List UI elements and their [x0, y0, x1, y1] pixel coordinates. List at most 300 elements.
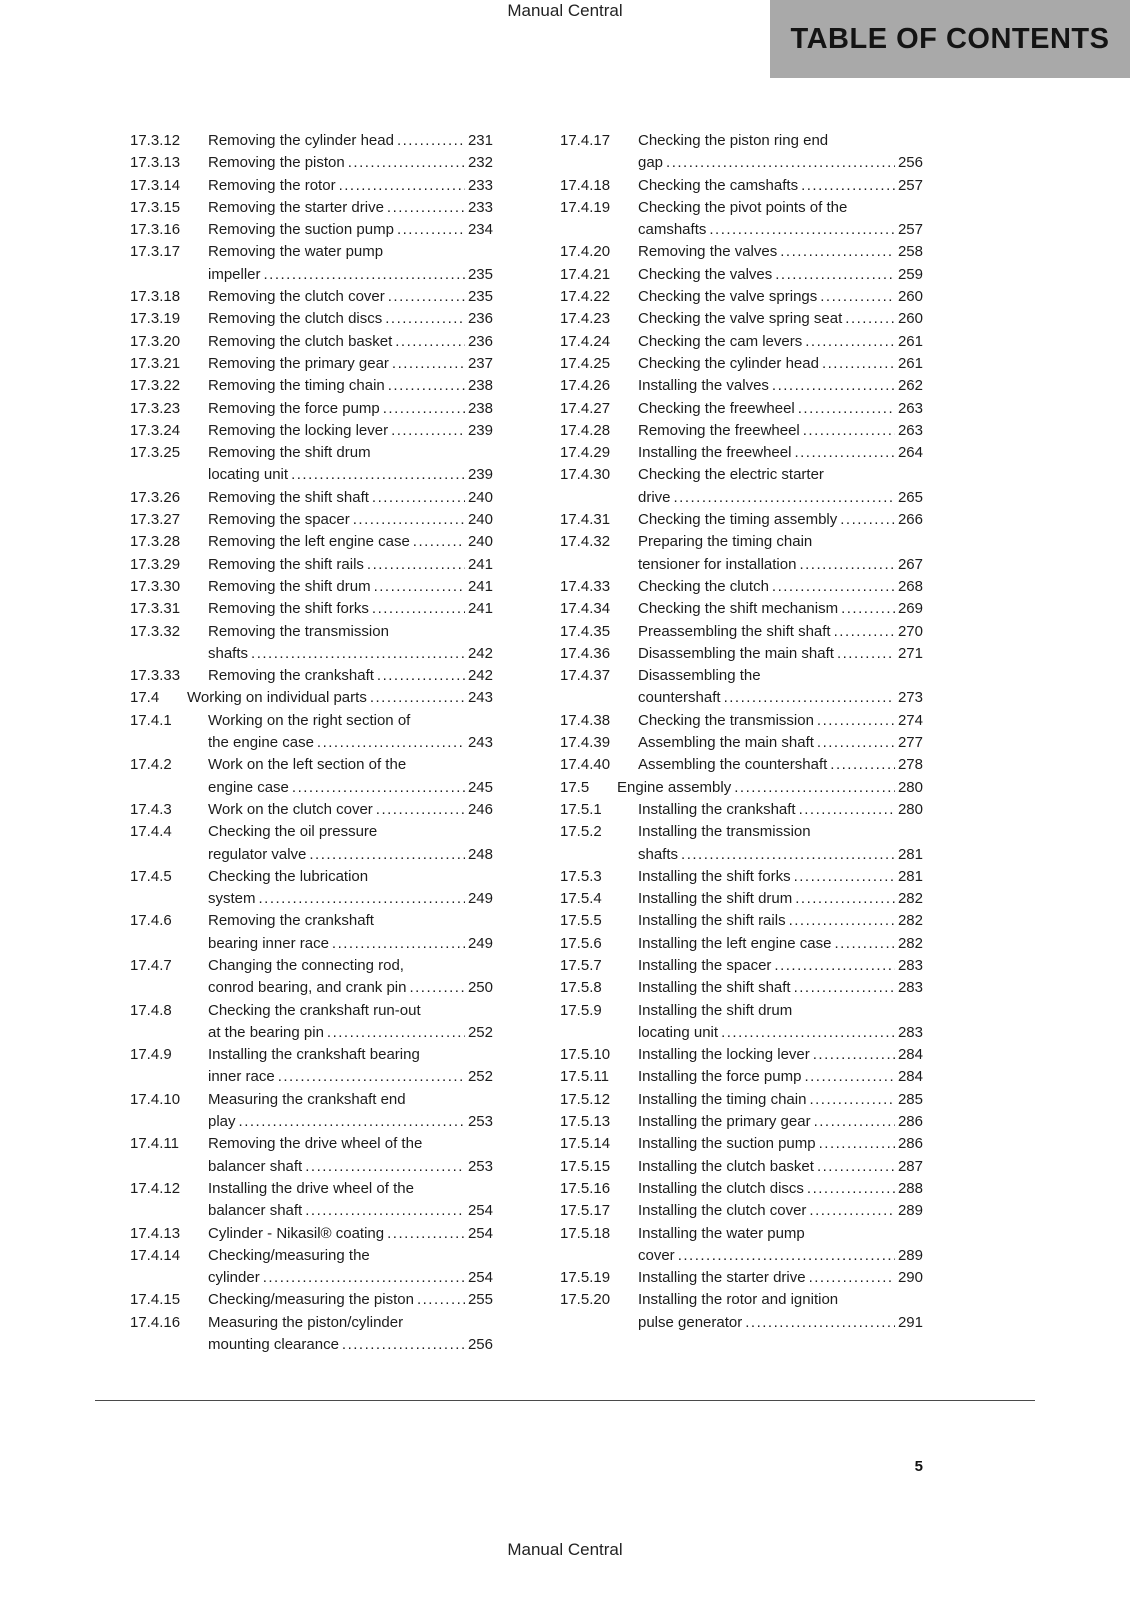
toc-entry-number: 17.5.9: [560, 1001, 602, 1019]
toc-entry-title: Measuring the crankshaft end: [208, 1090, 406, 1108]
dot-leader: [817, 732, 895, 754]
toc-entry-title: balancer shaft: [208, 1157, 303, 1175]
toc-entry-page: 266: [897, 511, 923, 529]
dot-leader: [795, 888, 895, 910]
dot-leader: [822, 353, 895, 375]
toc-entry-page: 255: [467, 1291, 493, 1309]
toc-entry-page: 235: [467, 288, 493, 306]
toc-entry-title: mounting clearance: [208, 1336, 339, 1354]
toc-entry-line: [130, 130, 493, 152]
toc-entry: [130, 1178, 493, 1223]
toc-entry-page: 263: [897, 421, 923, 439]
toc-entry-title: Removing the left engine case: [208, 533, 410, 551]
toc-entry-number: 17.4.23: [560, 310, 611, 328]
dot-leader: [674, 487, 895, 509]
toc-entry-line: [130, 1312, 493, 1334]
toc-entry-page: 256: [467, 1336, 493, 1354]
toc-entry: [560, 264, 923, 286]
toc-entry-number: 17.4.35: [560, 622, 611, 640]
toc-entry-number: 17.3.16: [130, 221, 181, 239]
toc-entry: [560, 754, 923, 776]
toc-entry-page: 277: [897, 734, 923, 752]
toc-entry: [560, 799, 923, 821]
toc-entry-page: 281: [897, 867, 923, 885]
toc-entry-page: 278: [897, 756, 923, 774]
toc-entry-title: Preassembling the shift shaft: [638, 622, 831, 640]
toc-entry-title: locating unit: [638, 1023, 719, 1041]
toc-entry-number: 17.5.4: [560, 890, 602, 908]
dot-leader: [353, 509, 465, 531]
toc-entry-line: [130, 1289, 493, 1311]
toc-entry-page: 282: [897, 934, 923, 952]
toc-entry-number: 17.4.6: [130, 912, 172, 930]
dot-leader: [745, 1312, 895, 1334]
toc-entry-line: [130, 1044, 493, 1066]
footer-site-label: Manual Central: [507, 1540, 623, 1559]
toc-entry: [560, 509, 923, 531]
toc-entry: [560, 197, 923, 242]
toc-entry-number: 17.4.22: [560, 288, 611, 306]
dot-leader: [794, 866, 895, 888]
toc-entry-line: [560, 353, 923, 375]
toc-entry-title: Removing the starter drive: [208, 198, 384, 216]
toc-entry-page: 249: [467, 890, 493, 908]
dot-leader: [409, 977, 465, 999]
toc-entry-page: 252: [467, 1023, 493, 1041]
toc-entry-title: Installing the freewheel: [638, 444, 792, 462]
toc-entry: [560, 1267, 923, 1289]
toc-entry-title: balancer shaft: [208, 1202, 303, 1220]
toc-entry-number: 17.5.14: [560, 1135, 611, 1153]
toc-entry-title: Installing the clutch basket: [638, 1157, 814, 1175]
toc-entry-page: 257: [897, 176, 923, 194]
toc-entry-page: 241: [467, 577, 493, 595]
toc-entry-number: 17.4.19: [560, 198, 611, 216]
toc-entry-title: gap: [638, 154, 664, 172]
toc-entry-line: [560, 777, 923, 799]
toc-entry-line: [560, 1133, 923, 1155]
toc-entry: [560, 442, 923, 464]
toc-entry-line: [560, 977, 923, 999]
toc-entry-number: 17.5.19: [560, 1269, 611, 1287]
toc-entry-number: 17.4.20: [560, 243, 611, 261]
toc-entry-title: Installing the crankshaft: [638, 800, 796, 818]
dot-leader: [775, 264, 895, 286]
toc-entry: [560, 598, 923, 620]
toc-entry-number: 17.4: [130, 689, 160, 707]
toc-entry-title: Installing the locking lever: [638, 1046, 810, 1064]
toc-entry-title: Removing the timing chain: [208, 377, 385, 395]
toc-entry-page: 285: [897, 1090, 923, 1108]
toc-entry-number: 17.3.29: [130, 555, 181, 573]
toc-entry-page: 288: [897, 1179, 923, 1197]
dot-leader: [834, 933, 895, 955]
toc-entry-title: Checking the cam levers: [638, 332, 803, 350]
toc-entry-number: 17.4.31: [560, 511, 611, 529]
toc-entry-number: 17.4.25: [560, 354, 611, 372]
toc-entry-number: 17.3.31: [130, 600, 181, 618]
toc-entry-number: 17.3.17: [130, 243, 181, 261]
toc-entry-number: 17.3.22: [130, 377, 181, 395]
toc-entry: [560, 398, 923, 420]
toc-entry-line: [560, 554, 923, 576]
toc-entry-line: [560, 665, 923, 687]
toc-entry-number: 17.5.7: [560, 956, 602, 974]
toc-entry-title: Checking the valve springs: [638, 288, 818, 306]
dot-leader: [413, 531, 465, 553]
toc-entry-line: [130, 1267, 493, 1289]
toc-entry-line: [560, 732, 923, 754]
toc-entry-line: [560, 866, 923, 888]
dot-leader: [666, 152, 895, 174]
toc-entry-title: Removing the shift drum: [208, 577, 371, 595]
toc-entry-title: Checking the freewheel: [638, 399, 795, 417]
toc-entry: [130, 1089, 493, 1134]
toc-entry: [130, 554, 493, 576]
dot-leader: [830, 754, 895, 776]
toc-entry-line: [130, 687, 493, 709]
toc-entry-page: 242: [467, 644, 493, 662]
toc-entry-line: [130, 799, 493, 821]
toc-entry: [130, 621, 493, 666]
toc-entry-number: 17.4.27: [560, 399, 611, 417]
toc-entry-number: 17.4.37: [560, 667, 611, 685]
toc-entry-number: 17.3.23: [130, 399, 181, 417]
toc-entry-page: 253: [467, 1157, 493, 1175]
dot-leader: [734, 777, 895, 799]
toc-entry-page: 243: [467, 734, 493, 752]
toc-entry-title: Installing the valves: [638, 377, 769, 395]
toc-entry-line: [560, 286, 923, 308]
toc-entry-title: Installing the shift drum: [638, 890, 793, 908]
toc-entry-line: [130, 420, 493, 442]
toc-entry-title: Installing the timing chain: [638, 1090, 807, 1108]
toc-entry-title: locating unit: [208, 466, 289, 484]
toc-entry: [560, 910, 923, 932]
dot-leader: [263, 1267, 465, 1289]
toc-entry-line: [560, 241, 923, 263]
toc-entry-number: 17.4.2: [130, 756, 172, 774]
toc-entry-line: [130, 1156, 493, 1178]
toc-entry-number: 17.3.13: [130, 154, 181, 172]
dot-leader: [372, 487, 465, 509]
toc-entry-title: engine case: [208, 778, 289, 796]
toc-entry-line: [130, 509, 493, 531]
toc-entry-title: Removing the rotor: [208, 176, 336, 194]
toc-entry: [560, 1178, 923, 1200]
toc-entry-line: [130, 464, 493, 486]
toc-entry-number: 17.5.18: [560, 1224, 611, 1242]
toc-entry-line: [560, 933, 923, 955]
dot-leader: [809, 1200, 895, 1222]
toc-entry: [560, 777, 923, 799]
toc-entry-number: 17.3.12: [130, 132, 181, 149]
toc-entry-page: 237: [467, 354, 493, 372]
toc-entry-line: [130, 621, 493, 643]
dot-leader: [774, 955, 895, 977]
toc-entry-line: [130, 1089, 493, 1111]
toc-entry-line: [560, 1178, 923, 1200]
dot-leader: [383, 398, 465, 420]
toc-entry: [130, 531, 493, 553]
toc-entry-title: Checking the pivot points of the: [638, 198, 848, 216]
toc-entry-line: [130, 1223, 493, 1245]
toc-entry-page: 240: [467, 488, 493, 506]
toc-entry-page: 282: [897, 912, 923, 930]
toc-entry: [560, 1000, 923, 1045]
toc-entry: [130, 509, 493, 531]
toc-entry-page: 290: [897, 1269, 923, 1287]
dot-leader: [309, 844, 465, 866]
toc-entry-title: countershaft: [638, 689, 721, 707]
toc-entry: [560, 1044, 923, 1066]
dot-leader: [317, 732, 465, 754]
toc-entry-page: 286: [897, 1135, 923, 1153]
toc-entry-number: 17.3.14: [130, 176, 181, 194]
toc-entry-line: [130, 487, 493, 509]
toc-entry-page: 264: [897, 444, 923, 462]
toc-entry: [130, 308, 493, 330]
toc-column-left: [130, 130, 493, 1356]
dot-leader: [372, 598, 465, 620]
dot-leader: [388, 375, 465, 397]
toc-entry-page: 249: [467, 934, 493, 952]
toc-entry-title: Engine assembly: [617, 778, 732, 796]
toc-entry: [130, 821, 493, 866]
toc-entry-number: 17.5.17: [560, 1202, 611, 1220]
toc-entry-line: [560, 1000, 923, 1022]
dot-leader: [239, 1111, 465, 1133]
toc-entry-title: Removing the clutch basket: [208, 332, 393, 350]
toc-entry-page: 289: [897, 1246, 923, 1264]
dot-leader: [799, 554, 895, 576]
toc-entry-page: 283: [897, 979, 923, 997]
toc-entry-title: Installing the water pump: [638, 1224, 805, 1242]
toc-entry: [560, 866, 923, 888]
toc-entry-title: Removing the piston: [208, 154, 345, 172]
toc-entry-title: inner race: [208, 1068, 275, 1086]
toc-entry: [560, 1133, 923, 1155]
toc-entry: [560, 888, 923, 910]
toc-entry-title: Cylinder - Nikasil® coating: [208, 1224, 385, 1242]
toc-entry: [130, 710, 493, 755]
toc-entry: [560, 241, 923, 263]
toc-entry-number: 17.3.30: [130, 577, 181, 595]
toc-entry-page: 240: [467, 533, 493, 551]
toc-entry-number: 17.3.20: [130, 332, 181, 350]
toc-entry-title: Installing the crankshaft bearing: [208, 1046, 420, 1064]
toc-entry-line: [560, 420, 923, 442]
page-number: 5: [914, 1458, 923, 1475]
toc-entry: [560, 1223, 923, 1268]
toc-entry-page: 236: [467, 332, 493, 350]
toc-entry: [560, 331, 923, 353]
toc-entry-page: 291: [897, 1313, 923, 1331]
toc-entry: [560, 1156, 923, 1178]
toc-entry: [130, 331, 493, 353]
toc-entry-line: [130, 353, 493, 375]
dot-leader: [370, 687, 465, 709]
dot-leader: [817, 1156, 895, 1178]
toc-entry-title: Installing the starter drive: [638, 1269, 806, 1287]
toc-entry-title: Installing the shift forks: [638, 867, 791, 885]
toc-entry-number: 17.5.12: [560, 1090, 611, 1108]
toc-entry-number: 17.4.11: [130, 1135, 179, 1153]
toc-entry-page: 286: [897, 1113, 923, 1131]
toc-entry-title: Removing the freewheel: [638, 421, 800, 439]
toc-entry-line: [560, 1066, 923, 1088]
toc-entry-title: Removing the shift forks: [208, 600, 369, 618]
toc-entry-page: 256: [897, 154, 923, 172]
toc-entry-page: 284: [897, 1068, 923, 1086]
toc-entry-title: Checking/measuring the piston: [208, 1291, 414, 1309]
toc-entry-title: Removing the crankshaft: [208, 667, 374, 685]
toc-entry-page: 261: [897, 354, 923, 372]
dot-leader: [348, 152, 465, 174]
toc-entry: [130, 1133, 493, 1178]
toc-entry-line: [130, 1000, 493, 1022]
toc-entry-title: Removing the water pump: [208, 243, 384, 261]
toc-entry-title: Installing the suction pump: [638, 1135, 816, 1153]
toc-entry-page: 262: [897, 377, 923, 395]
dot-leader: [794, 442, 895, 464]
toc-entry-title: Work on the left section of the: [208, 756, 407, 774]
toc-entry: [130, 353, 493, 375]
toc-entry: [130, 487, 493, 509]
toc-entry-title: the engine case: [208, 734, 314, 752]
toc-entry-title: Installing the shift drum: [638, 1001, 793, 1019]
toc-entry-line: [560, 821, 923, 843]
toc-entry-line: [560, 687, 923, 709]
toc-entry-page: 233: [467, 198, 493, 216]
toc-entry-title: Installing the left engine case: [638, 934, 832, 952]
toc-entry-page: 259: [897, 265, 923, 283]
toc-entry-line: [560, 175, 923, 197]
toc-entry-title: Removing the force pump: [208, 399, 380, 417]
toc-entry-title: shafts: [638, 845, 679, 863]
toc-entry-page: 263: [897, 399, 923, 417]
dot-leader: [798, 398, 895, 420]
dot-leader: [840, 509, 895, 531]
toc-entry: [130, 799, 493, 821]
toc-entry-line: [130, 1111, 493, 1133]
toc-entry-line: [560, 264, 923, 286]
dot-leader: [385, 308, 465, 330]
toc-entry-number: 17.3.25: [130, 444, 181, 462]
toc-entry-page: 240: [467, 511, 493, 529]
toc-entry-title: Changing the connecting rod,: [208, 956, 404, 974]
toc-entry-line: [130, 598, 493, 620]
toc-entry-page: 280: [897, 778, 923, 796]
toc-entry-line: [130, 977, 493, 999]
toc-entry-title: Checking the electric starter: [638, 466, 824, 484]
toc-entry-line: [560, 1111, 923, 1133]
dot-leader: [817, 710, 895, 732]
toc-entry-line: [130, 866, 493, 888]
toc-entry-title: Checking the oil pressure: [208, 823, 378, 841]
toc-entry: [130, 1000, 493, 1045]
toc-entry: [130, 286, 493, 308]
toc-entry: [560, 643, 923, 665]
toc-entry-number: 17.5.11: [560, 1068, 609, 1086]
toc-entry-line: [560, 888, 923, 910]
toc-entry-number: 17.5.1: [560, 800, 602, 818]
toc-entry-title: regulator valve: [208, 845, 307, 863]
toc-entry-title: Checking the camshafts: [638, 176, 799, 194]
toc-entry-page: 269: [897, 600, 923, 618]
toc-entry: [560, 1289, 923, 1334]
toc-entry-line: [130, 442, 493, 464]
toc-entry-number: 17.3.27: [130, 511, 181, 529]
toc-entry-title: Removing the shift shaft: [208, 488, 369, 506]
toc-entry-line: [560, 152, 923, 174]
toc-entry-title: Removing the spacer: [208, 511, 350, 529]
toc-entry-line: [560, 531, 923, 553]
dot-leader: [805, 331, 895, 353]
toc-entry-line: [130, 375, 493, 397]
dot-leader: [278, 1066, 465, 1088]
toc-entry-number: 17.3.28: [130, 533, 181, 551]
toc-entry: [560, 308, 923, 330]
toc-entry: [130, 1044, 493, 1089]
toc-entry: [560, 1089, 923, 1111]
toc-entry-title: shafts: [208, 644, 249, 662]
toc-entry-number: 17.4.26: [560, 377, 611, 395]
toc-entry: [130, 130, 493, 152]
toc-entry-page: 283: [897, 956, 923, 974]
toc-entry-line: [560, 1289, 923, 1311]
toc-entry: [560, 933, 923, 955]
toc-entry-number: 17.5.13: [560, 1113, 611, 1131]
toc-column-right: [560, 130, 923, 1334]
toc-entry-number: 17.4.12: [130, 1179, 181, 1197]
toc-entry-number: 17.4.17: [560, 132, 611, 149]
toc-entry: [560, 732, 923, 754]
toc-entry-line: [130, 264, 493, 286]
toc-entry-title: drive: [638, 488, 671, 506]
toc-entry-number: 17.3.18: [130, 288, 181, 306]
toc-entry-number: 17.4.14: [130, 1246, 181, 1264]
toc-entry: [130, 955, 493, 1000]
toc-entry: [130, 665, 493, 687]
dot-leader: [291, 464, 465, 486]
toc-entry-number: 17.3.19: [130, 310, 181, 328]
toc-entry-page: 260: [897, 288, 923, 306]
toc-entry: [560, 821, 923, 866]
toc-entry-title: Removing the shift rails: [208, 555, 364, 573]
dot-leader: [342, 1334, 465, 1356]
toc-entry: [130, 598, 493, 620]
toc-entry-line: [560, 509, 923, 531]
toc-entry: [560, 621, 923, 643]
toc-entry-line: [560, 1312, 923, 1334]
toc-entry-page: 254: [467, 1202, 493, 1220]
toc-entry-title: Working on individual parts: [187, 689, 367, 707]
toc-entry-page: 258: [897, 243, 923, 261]
dot-leader: [681, 844, 895, 866]
toc-entry: [560, 977, 923, 999]
toc-entry: [130, 576, 493, 598]
dot-leader: [789, 910, 895, 932]
toc-entry-line: [560, 331, 923, 353]
toc-entry-page: 248: [467, 845, 493, 863]
toc-entry: [130, 197, 493, 219]
toc-entry-page: 253: [467, 1113, 493, 1131]
toc-entry-title: Installing the spacer: [638, 956, 772, 974]
toc-entry-line: [130, 844, 493, 866]
dot-leader: [388, 286, 465, 308]
toc-entry-number: 17.5.20: [560, 1291, 611, 1309]
